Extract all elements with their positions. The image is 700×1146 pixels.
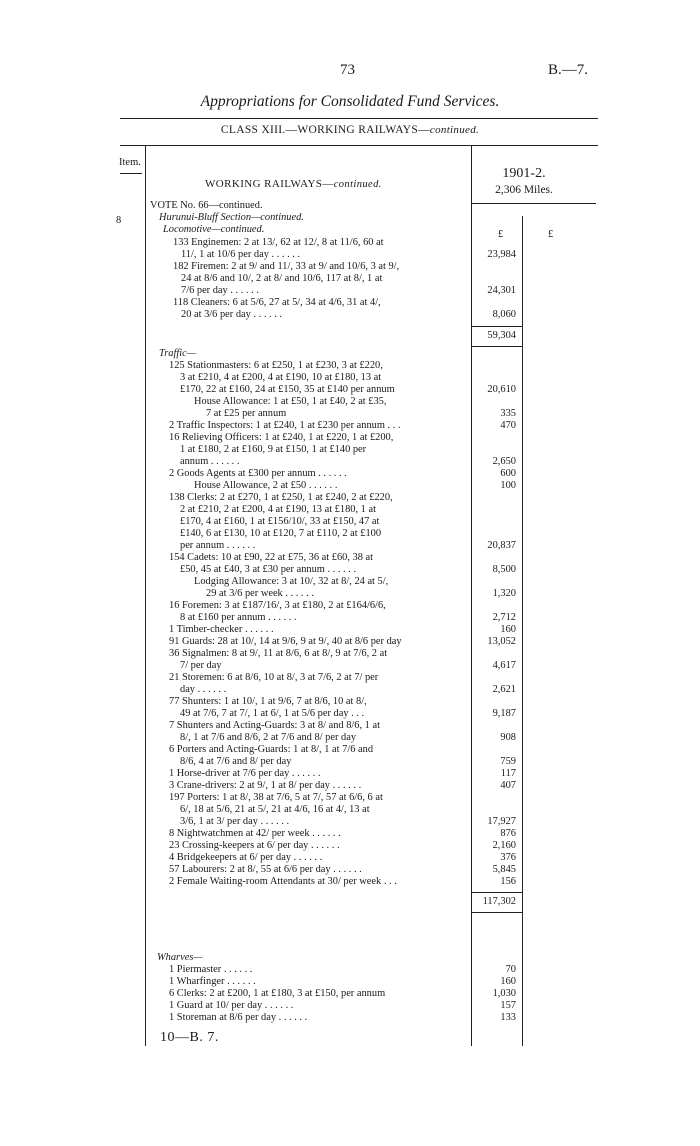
estimate-line: per annum . . . . . .: [180, 540, 256, 551]
section-label: WORKING RAILWAYS—: [205, 178, 334, 190]
document-reference: B.—7.: [548, 62, 589, 78]
estimate-line: 8 at £160 per annum . . . . . .: [180, 612, 297, 623]
year-header-underline: [472, 203, 596, 204]
estimate-line: Lodging Allowance: 3 at 10/, 32 at 8/, 24 at 5/,: [194, 576, 389, 587]
estimate-line: 2 at £210, 2 at £200, 4 at £190, 13 at £180, 1 at: [180, 504, 376, 515]
estimate-line: 8/, 1 at 7/6 and 8/6, 2 at 7/6 and 8/ per day: [180, 732, 357, 743]
subtotal-rule: [472, 912, 522, 913]
estimate-line: 24 at 8/6 and 10/, 2 at 8/ and 10/6, 117 at 8/, 1 at: [181, 273, 383, 284]
amount-value: 160: [500, 976, 516, 987]
estimate-line: 6/, 18 at 5/6, 21 at 5/, 21 at 4/6, 16 at 4/, 13 at: [180, 804, 370, 815]
amount-value: 20,837: [487, 540, 516, 551]
miles-header: 2,306 Miles.: [495, 184, 553, 196]
amount-value: 117: [500, 768, 516, 779]
page-number: 73: [340, 62, 355, 78]
amount-value: 2,650: [492, 456, 516, 467]
amount-value: 133: [500, 1012, 516, 1023]
amount-value: 8,060: [492, 309, 516, 320]
estimate-line: 154 Cadets: 10 at £90, 22 at £75, 36 at £60, 38 at: [169, 552, 374, 563]
amount-value: 117,302: [482, 896, 516, 907]
estimate-line: 21 Storemen: 6 at 8/6, 10 at 8/, 3 at 7/6, 2 at 7/ per: [169, 672, 379, 683]
amount-value: 13,052: [487, 636, 516, 647]
section-continued: continued.: [333, 179, 382, 190]
amount-value: 2,621: [492, 684, 516, 695]
estimate-line: Wharves—: [157, 952, 203, 963]
estimate-line: 2 Traffic Inspectors: 1 at £240, 1 at £230 per annum . . .: [169, 420, 401, 431]
currency-symbol: £: [548, 229, 554, 240]
class-continued: continued.: [429, 124, 480, 136]
amount-value: 2,712: [492, 612, 516, 623]
estimate-line: House Allowance, 2 at £50 . . . . . .: [194, 480, 338, 491]
estimate-line: 11/, 1 at 10/6 per day . . . . . .: [181, 249, 301, 260]
amount-value: 156: [500, 876, 516, 887]
amount-value: 1,030: [492, 988, 516, 999]
item-header-underline: [120, 173, 142, 174]
estimate-line: 4 Bridgekeepers at 6/ per day . . . . . .: [169, 852, 323, 863]
amount-value: 100: [500, 480, 516, 491]
estimate-line: 7 Shunters and Acting-Guards: 3 at 8/ and 8/6, 1 at: [169, 720, 380, 731]
estimate-line: 6 Clerks: 2 at £200, 1 at £180, 3 at £150, per annum: [169, 988, 386, 999]
amount-value: 4,617: [492, 660, 516, 671]
header-rule: [120, 145, 598, 146]
estimate-line: 7 at £25 per annum: [206, 408, 287, 419]
class-heading: [0, 124, 700, 136]
subtotal-rule: [472, 326, 522, 327]
estimate-line: £140, 6 at £130, 10 at £120, 7 at £110, 2 at £100: [180, 528, 382, 539]
estimate-line: 36 Signalmen: 8 at 9/, 11 at 8/6, 6 at 8/, 9 at 7/6, 2 at: [169, 648, 388, 659]
amount-value: 24,301: [487, 285, 516, 296]
estimate-line: 16 Relieving Officers: 1 at £240, 1 at £220, 1 at £200,: [169, 432, 394, 443]
estimate-line: £50, 45 at £40, 3 at £30 per annum . . . . . .: [180, 564, 357, 575]
amount-value: 407: [500, 780, 516, 791]
estimate-line: 118 Cleaners: 6 at 5/6, 27 at 5/, 34 at 4/6, 31 at 4/,: [173, 297, 381, 308]
amount-value: 470: [500, 420, 516, 431]
subtotal-rule: [472, 892, 522, 893]
estimate-line: 49 at 7/6, 7 at 7/, 1 at 6/, 1 at 5/6 per day . . .: [180, 708, 365, 719]
class-label: CLASS XIII.—WORKING RAILWAYS—: [220, 124, 430, 136]
estimate-line: 8/6, 4 at 7/6 and 8/ per day: [180, 756, 292, 767]
top-rule: [120, 118, 598, 119]
amount-value: 157: [500, 1000, 516, 1011]
amount-value: 908: [500, 732, 516, 743]
estimate-line: 1 Timber-checker . . . . . .: [169, 624, 274, 635]
estimate-line: Traffic—: [159, 348, 196, 359]
estimate-line: 125 Stationmasters: 6 at £250, 1 at £230, 3 at £220,: [169, 360, 383, 371]
estimate-line: 1 at £180, 2 at £160, 9 at £150, 1 at £140 per: [180, 444, 367, 455]
item-column-rule: [145, 146, 146, 1046]
estimate-line: 23 Crossing-keepers at 6/ per day . . . . . .: [169, 840, 340, 851]
estimate-line: 91 Guards: 28 at 10/, 14 at 9/6, 9 at 9/, 40 at 8/6 per day: [169, 636, 402, 647]
estimate-line: 1 Piermaster . . . . . .: [169, 964, 253, 975]
total-column-rule: [522, 216, 523, 1046]
subtotal-rule: [472, 346, 522, 347]
estimate-line: 3/6, 1 at 3/ per day . . . . . .: [180, 816, 290, 827]
amount-value: 9,187: [492, 708, 516, 719]
estimate-line: 3 at £210, 4 at £200, 4 at £190, 10 at £180, 13 at: [180, 372, 382, 383]
estimate-line: 7/6 per day . . . . . .: [181, 285, 259, 296]
amount-value: 160: [500, 624, 516, 635]
amount-value: 70: [505, 964, 516, 975]
amount-value: 2,160: [492, 840, 516, 851]
estimate-line: 3 Crane-drivers: 2 at 9/, 1 at 8/ per day . . . . . .: [169, 780, 362, 791]
amount-value: 23,984: [487, 249, 516, 260]
amount-value: 8,500: [492, 564, 516, 575]
estimate-line: 29 at 3/6 per week . . . . . .: [206, 588, 314, 599]
year-header: 1901-2.: [502, 166, 546, 181]
amount-value: 17,927: [487, 816, 516, 827]
amount-value: 376: [500, 852, 516, 863]
amount-value: 5,845: [492, 864, 516, 875]
estimate-line: 1 Storeman at 8/6 per day . . . . . .: [169, 1012, 308, 1023]
amount-value: 759: [500, 756, 516, 767]
estimate-line: 20 at 3/6 per day . . . . . .: [181, 309, 282, 320]
amount-value: 876: [500, 828, 516, 839]
item-number: 8: [116, 215, 122, 226]
estimate-line: 2 Female Waiting-room Attendants at 30/ per week . . .: [169, 876, 397, 887]
estimate-line: 8 Nightwatchmen at 42/ per week . . . . . .: [169, 828, 341, 839]
estimate-line: 16 Foremen: 3 at £187/16/, 3 at £180, 2 at £164/6/6,: [169, 600, 386, 611]
estimate-line: £170, 4 at £160, 1 at £156/10/, 33 at £150, 47 at: [180, 516, 380, 527]
estimate-line: 138 Clerks: 2 at £270, 1 at £250, 1 at £240, 2 at £220,: [169, 492, 393, 503]
item-column-header: Item.: [119, 157, 141, 168]
estimate-line: 77 Shunters: 1 at 10/, 1 at 9/6, 7 at 8/6, 10 at 8/,: [169, 696, 367, 707]
estimate-line: 182 Firemen: 2 at 9/ and 11/, 33 at 9/ and 10/6, 3 at 9/,: [173, 261, 400, 272]
estimate-line: annum . . . . . .: [180, 456, 240, 467]
amount-value: 335: [500, 408, 516, 419]
estimate-line: day . . . . . .: [180, 684, 227, 695]
estimate-line: 1 Horse-driver at 7/6 per day . . . . . .: [169, 768, 321, 779]
estimate-line: 197 Porters: 1 at 8/, 38 at 7/6, 5 at 7/, 57 at 6/6, 6 at: [169, 792, 383, 803]
estimate-line: VOTE No. 66—continued.: [150, 200, 263, 211]
estimate-line: 1 Wharfinger . . . . . .: [169, 976, 256, 987]
estimate-line: 7/ per day: [180, 660, 222, 671]
footer-reference: 10—B. 7.: [160, 1030, 219, 1045]
estimate-line: 1 Guard at 10/ per day . . . . . .: [169, 1000, 294, 1011]
currency-symbol: £: [498, 229, 504, 240]
estimate-line: 2 Goods Agents at £300 per annum . . . . . .: [169, 468, 347, 479]
estimate-line: Locomotive—continued.: [163, 224, 265, 235]
estimate-line: 57 Labourers: 2 at 8/, 55 at 6/6 per day . . . . . .: [169, 864, 362, 875]
amount-value: 20,610: [487, 384, 516, 395]
estimate-line: 133 Enginemen: 2 at 13/, 62 at 12/, 8 at 11/6, 60 at: [173, 237, 384, 248]
amount-value: 600: [500, 468, 516, 479]
amount-value: 59,304: [487, 330, 516, 341]
estimate-line: Hurunui-Bluff Section—continued.: [159, 212, 304, 223]
estimate-line: House Allowance: 1 at £50, 1 at £40, 2 at £35,: [194, 396, 387, 407]
section-heading: [205, 178, 382, 190]
page-title: Appropriations for Consolidated Fund Services.: [200, 93, 500, 110]
estimate-line: 6 Porters and Acting-Guards: 1 at 8/, 1 at 7/6 and: [169, 744, 374, 755]
estimate-line: £170, 22 at £160, 24 at £150, 35 at £140 per annum: [180, 384, 395, 395]
amount-value: 1,320: [492, 588, 516, 599]
